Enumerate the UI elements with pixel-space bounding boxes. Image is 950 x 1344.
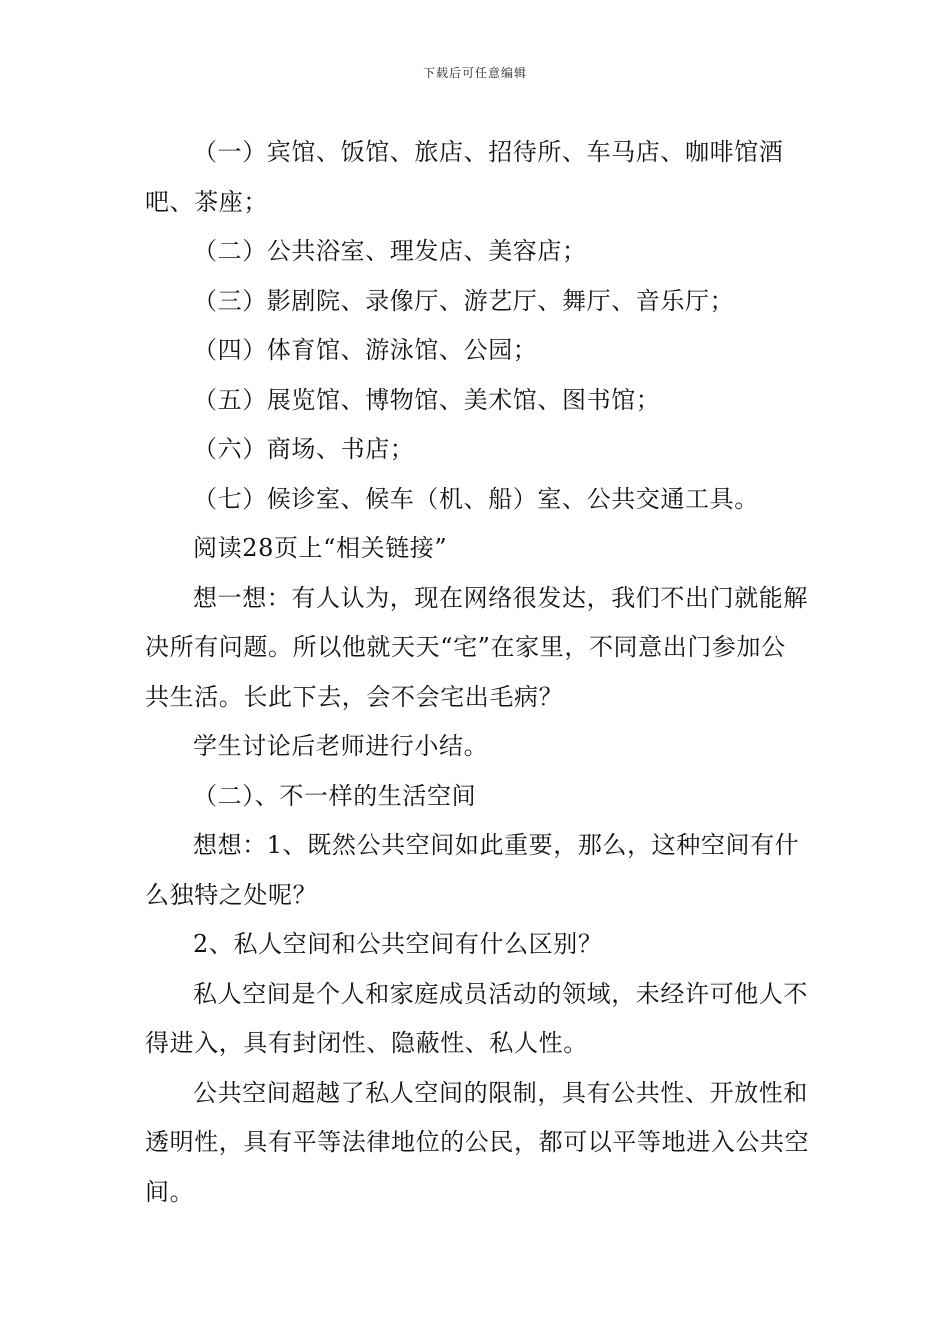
- list-item-sports: （四）体育馆、游泳馆、公园；: [193, 336, 538, 364]
- list-item-theaters: （三）影剧院、录像厅、游艺厅、舞厅、音乐厅；: [193, 286, 735, 315]
- discussion-note: 学生讨论后老师进行小结。: [193, 732, 489, 760]
- question-2: 2、私人空间和公共空间有什么区别？: [193, 930, 603, 958]
- page-header: 下载后可任意编辑: [422, 66, 527, 80]
- reading-note: 阅读28页上“相关链接”: [193, 534, 448, 562]
- list-item-waiting-rooms: （七）候诊室、候车（机、船）室、公共交通工具。: [193, 484, 759, 513]
- think-question: 想一想：有人认为，现在网络很发达，我们不出门就能解决所有问题。所以他就天天“宅”在家里，不同意出门参加公共生活。长此下去，会不会宅出毛病？: [145, 583, 808, 711]
- document-body: [145, 128, 810, 1217]
- list-item-shops: （六）商场、书店；: [193, 435, 415, 463]
- list-item-bathhouses: （二）公共浴室、理发店、美容店；: [193, 237, 587, 265]
- question-1: 想想：1、既然公共空间如此重要，那么，这种空间有什么独特之处呢？: [145, 831, 800, 909]
- list-item-hotels: （一）宾馆、饭馆、旅店、招待所、车马店、咖啡馆酒吧、茶座；: [145, 138, 784, 216]
- list-item-museums: （五）展览馆、博物馆、美术馆、图书馆；: [193, 385, 661, 414]
- private-space-paragraph: 私人空间是个人和家庭成员活动的领域，未经许可他人不得进入，具有封闭性、隐蔽性、私人性。: [145, 979, 808, 1057]
- public-space-paragraph: 公共空间超越了私人空间的限制，具有公共性、开放性和透明性，具有平等法律地位的公民，都可以平等地进入公共空间。: [145, 1078, 810, 1206]
- section-heading: （二）、不一样的生活空间: [193, 781, 477, 810]
